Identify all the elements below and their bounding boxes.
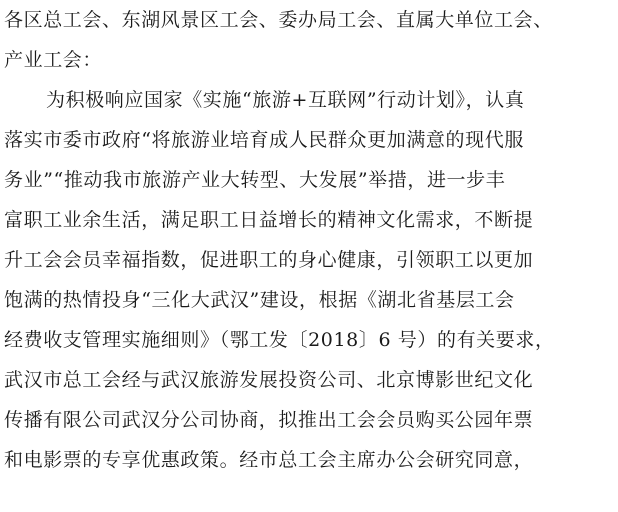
paragraph-line: 务业”“推动我市旅游产业大转型、大发展”举措，进一步丰 bbox=[4, 169, 506, 191]
paragraph-line: 饱满的热情投身“三化大武汉”建设，根据《湖北省基层工会 bbox=[4, 289, 515, 311]
paragraph-line: 经费收支管理实施细则》（鄂工发〔2018〕6 号）的有关要求， bbox=[4, 329, 555, 351]
paragraph-line: 和电影票的专享优惠政策。经市总工会主席办公会研究同意， bbox=[4, 449, 534, 471]
paragraph-line: 传播有限公司武汉分公司协商，拟推出工会会员购买公园年票 bbox=[4, 409, 534, 431]
recipients-line: 产业工会： bbox=[4, 49, 103, 71]
paragraph-line: 为积极响应国家《实施“旅游+互联网”行动计划》，认真 bbox=[46, 89, 525, 111]
recipients-line: 各区总工会、东湖风景区工会、委办局工会、直属大单位工会、 bbox=[4, 9, 553, 31]
paragraph-line: 富职工业余生活，满足职工日益增长的精神文化需求，不断提 bbox=[4, 209, 534, 231]
paragraph-line: 武汉市总工会经与武汉旅游发展投资公司、北京博影世纪文化 bbox=[4, 369, 534, 391]
paragraph-line: 落实市委市政府“将旅游业培育成人民群众更加满意的现代服 bbox=[4, 129, 524, 151]
paragraph-line: 升工会会员幸福指数，促进职工的身心健康，引领职工以更加 bbox=[4, 249, 534, 271]
